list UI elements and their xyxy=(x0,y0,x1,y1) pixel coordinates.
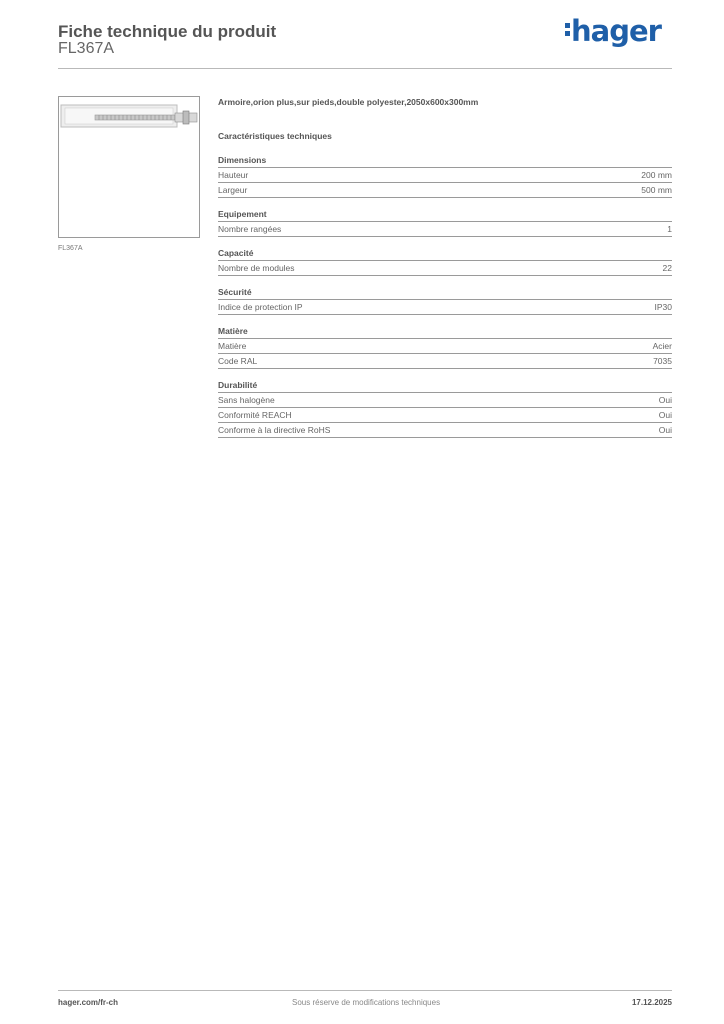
header-divider xyxy=(58,68,672,69)
spec-section xyxy=(218,208,672,237)
spec-value: IP30 xyxy=(654,302,672,312)
spec-label: Nombre rangées xyxy=(218,224,282,234)
spec-row xyxy=(218,339,672,354)
spec-value: Oui xyxy=(658,425,672,435)
spec-row xyxy=(218,183,672,198)
page-title: Fiche technique du produit xyxy=(58,22,277,41)
spec-row xyxy=(218,408,672,423)
footer-divider xyxy=(58,990,672,991)
spec-section-title: Capacité xyxy=(218,247,672,261)
product-image-caption: FL367A xyxy=(58,245,83,252)
spec-value: 7035 xyxy=(653,356,672,366)
spec-section-title: Matière xyxy=(218,325,672,339)
spec-label: Largeur xyxy=(218,185,248,195)
spec-row xyxy=(218,168,672,183)
product-code: FL367A xyxy=(58,40,115,57)
footer-website[interactable]: hager.com/fr-ch xyxy=(58,998,119,1007)
spec-section xyxy=(218,247,672,276)
footer-disclaimer: Sous réserve de modifications techniques xyxy=(292,998,441,1007)
logo-text: hager xyxy=(571,14,661,48)
spec-section-title: Durabilité xyxy=(218,379,672,393)
spec-row xyxy=(218,261,672,276)
spec-section xyxy=(218,286,672,315)
spec-value: Oui xyxy=(658,410,672,420)
spec-label: Indice de protection IP xyxy=(218,302,303,312)
spec-label: Conforme à la directive RoHS xyxy=(218,425,331,435)
spec-section-title: Equipement xyxy=(218,208,672,222)
spec-value: Oui xyxy=(658,395,672,405)
specs-heading: Caractéristiques techniques xyxy=(218,131,332,141)
logo-dots-icon xyxy=(565,20,570,39)
spec-value: 1 xyxy=(667,224,672,234)
spec-row xyxy=(218,222,672,237)
spec-section xyxy=(218,379,672,438)
spec-value: Acier xyxy=(652,341,672,351)
footer-date: 17.12.2025 xyxy=(631,998,672,1007)
spec-section xyxy=(218,325,672,369)
spec-section-title: Dimensions xyxy=(218,154,672,168)
spec-label: Sans halogène xyxy=(218,395,275,405)
spec-label: Hauteur xyxy=(218,170,249,180)
spec-row xyxy=(218,423,672,438)
spec-section xyxy=(218,154,672,198)
spec-label: Nombre de modules xyxy=(218,263,295,273)
spec-value: 500 mm xyxy=(641,185,672,195)
spec-label: Code RAL xyxy=(218,356,258,366)
spec-row xyxy=(218,393,672,408)
hager-logo xyxy=(565,14,661,48)
mounting-plate-illustration xyxy=(59,97,199,237)
spec-section-title: Sécurité xyxy=(218,286,672,300)
spec-value: 200 mm xyxy=(641,170,672,180)
product-image xyxy=(58,96,200,238)
spec-value: 22 xyxy=(662,263,672,273)
specs-table xyxy=(218,154,672,448)
spec-label: Matière xyxy=(218,341,247,351)
spec-row xyxy=(218,300,672,315)
spec-row xyxy=(218,354,672,369)
spec-label: Conformité REACH xyxy=(218,410,292,420)
product-description: Armoire,orion plus,sur pieds,double polyester,2050x600x300mm xyxy=(218,97,479,107)
